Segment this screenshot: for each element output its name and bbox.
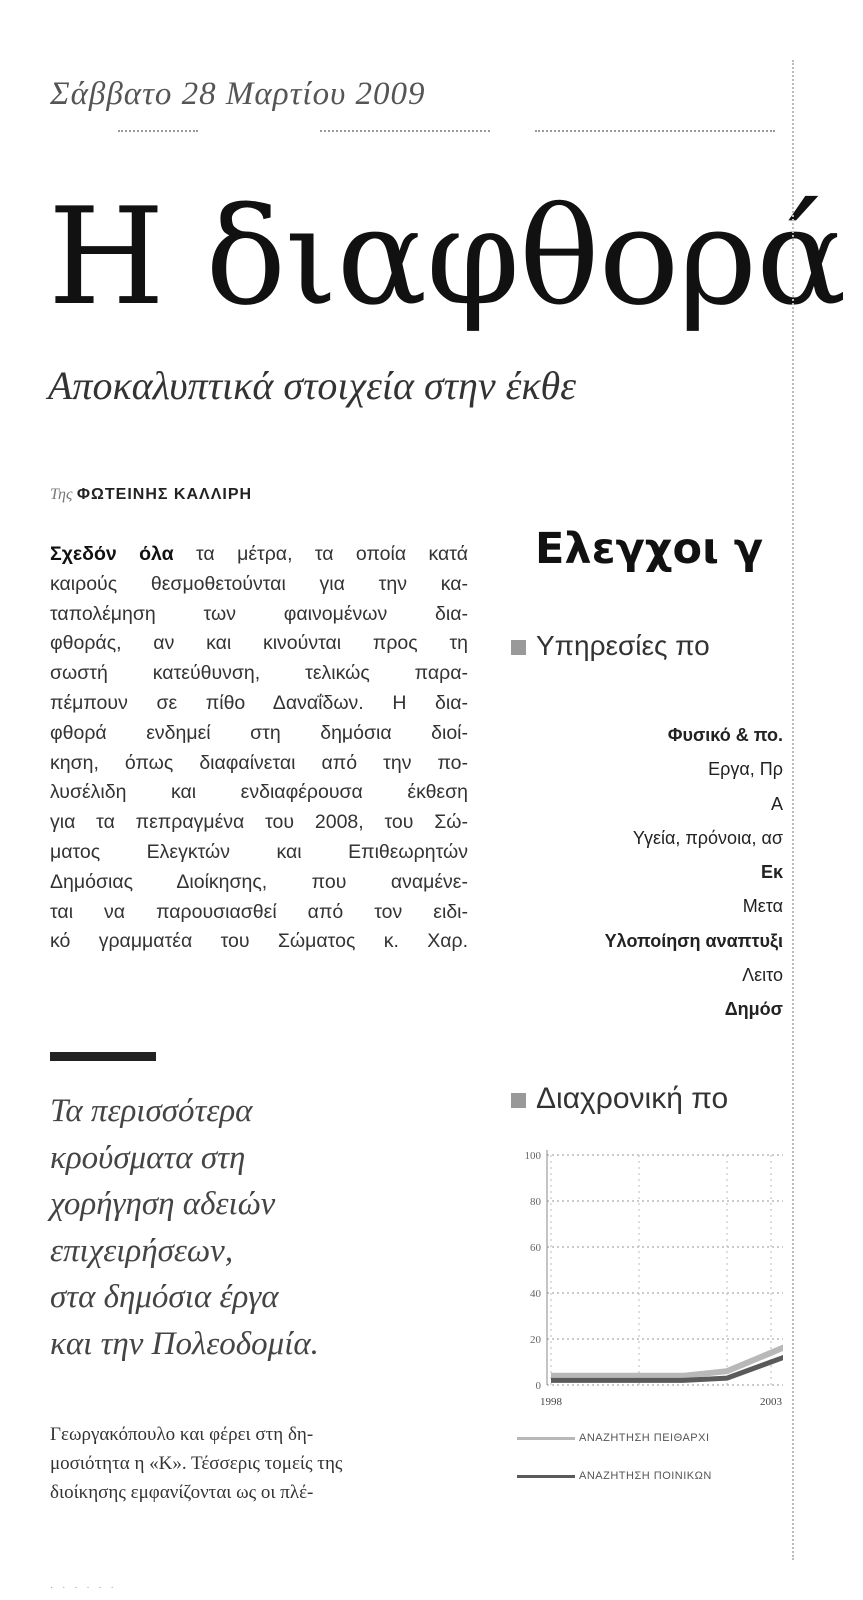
body-line: ται να παρουσιασθεί από τον ειδι- (50, 900, 468, 923)
byline-prefix: Της (50, 486, 73, 503)
pull-quote-line: επιχειρήσεων, (50, 1232, 234, 1269)
chart-title: Διαχρονική πο (511, 1082, 728, 1116)
y-tick-label: 0 (535, 1380, 541, 1392)
divider (118, 130, 198, 132)
series-line-1 (551, 1247, 783, 1376)
body-line: ματος Ελεγκτών και Επιθεωρητών (50, 840, 468, 863)
body-line: λυσέλιδη και ενδιαφέρουσα έκθεση (50, 781, 468, 804)
body-line: διοίκησης εμφανίζονται ως οι πλέ- (50, 1482, 314, 1503)
pull-quote-bar (50, 1052, 156, 1061)
pull-quote-line: στα δημόσια έργα (50, 1279, 279, 1315)
body-line: κηση, όπως διαφαίνεται από την πο- (50, 751, 468, 774)
body-line: για τα πεπραγμένα του 2008, του Σώ- (50, 811, 468, 834)
body-line: πέμπουν σε πίθο Δαναΐδων. Η δια- (50, 691, 468, 714)
body-line: φθορά ενδημεί στη δημόσια διοί- (50, 721, 468, 744)
infobox-title: Ελεγχοι γ (535, 524, 764, 574)
y-tick-label: 80 (530, 1196, 541, 1208)
sector-item: Φυσικό & πο. (667, 725, 783, 745)
sector-item: Υλοποίηση αναπτυξι (604, 930, 783, 951)
lead-words: Σχεδόν όλα (50, 543, 174, 565)
headline: Η διαφθορά (48, 179, 846, 335)
body-line: Γεωργακόπουλο και φέρει στη δη- (50, 1424, 314, 1445)
y-tick-label: 60 (530, 1242, 541, 1254)
sector-item: Α (770, 793, 783, 814)
infobox-subtitle: Υπηρεσίες πο (511, 630, 710, 662)
divider (320, 130, 490, 132)
sector-list (505, 718, 783, 1027)
pull-quote-line: κρούσματα στη (50, 1139, 246, 1176)
sector-item: Εκ (760, 862, 783, 883)
sector-item: Δημόσ (724, 999, 783, 1020)
article-body (50, 540, 468, 957)
body-line: σωστή κατεύθυνση, τελικώς παρα- (50, 662, 468, 685)
legend-item: ΑΝΑΖΗΤΗΣΗ ΠΕΙΘΑΡΧΙ (517, 1432, 710, 1444)
y-tick-label: 40 (530, 1288, 541, 1300)
pull-quote (50, 1088, 430, 1367)
series-line-2 (551, 1288, 783, 1380)
square-bullet-icon (511, 1093, 526, 1108)
body-line: φθοράς, αν και κινούνται προς τη (50, 632, 468, 655)
x-tick-label: 2003 (760, 1396, 782, 1408)
byline (50, 486, 252, 504)
sector-item: Λειτο (742, 965, 783, 986)
body-line: μοσιότητα η «Κ». Τέσσερις τομείς της (50, 1453, 343, 1474)
legend-swatch (517, 1475, 575, 1478)
y-tick-label: 100 (524, 1150, 541, 1162)
body-line: Σχεδόν όλα τα μέτρα, τα οποία κατά (50, 543, 468, 565)
column-divider (792, 60, 797, 1560)
line-chart (505, 1140, 783, 1420)
article-body-continued (50, 1420, 460, 1507)
subheadline: Αποκαλυπτικά στοιχεία στην έκθε (48, 363, 576, 408)
pull-quote-line: Τα περισσότερα (50, 1093, 253, 1129)
body-line: Δημόσιας Διοίκησης, που αναμένε- (50, 870, 468, 893)
pull-quote-line: χορήγηση αδειών (50, 1186, 276, 1222)
sector-item: Υγεία, πρόνοια, ασ (632, 827, 783, 848)
issue-date: Σάββατο 28 Μαρτίου 2009 (50, 76, 426, 112)
sidebar-infobox (505, 0, 783, 1600)
body-line: καιρούς θεσμοθετούνται για την κα- (50, 572, 468, 595)
body-line: κό γραμματέα του Σώματος κ. Χαρ. (50, 930, 468, 953)
legend-swatch (517, 1437, 575, 1440)
sector-item: Εργα, Πρ (708, 759, 783, 780)
y-tick-label: 20 (530, 1334, 541, 1346)
sector-item: Μετα (742, 896, 783, 917)
square-bullet-icon (511, 640, 526, 655)
body-line: ταπολέμηση των φαινομένων δια- (50, 602, 468, 625)
cut-off-text: · · · · · · (50, 1582, 117, 1593)
pull-quote-line: και την Πολεοδομία. (50, 1325, 319, 1362)
legend-item: ΑΝΑΖΗΤΗΣΗ ΠΟΙΝΙΚΩΝ (517, 1470, 712, 1482)
x-tick-label: 1998 (540, 1396, 562, 1408)
byline-author: ΦΩΤΕΙΝΗΣ ΚΑΛΛΙΡΗ (76, 486, 253, 503)
